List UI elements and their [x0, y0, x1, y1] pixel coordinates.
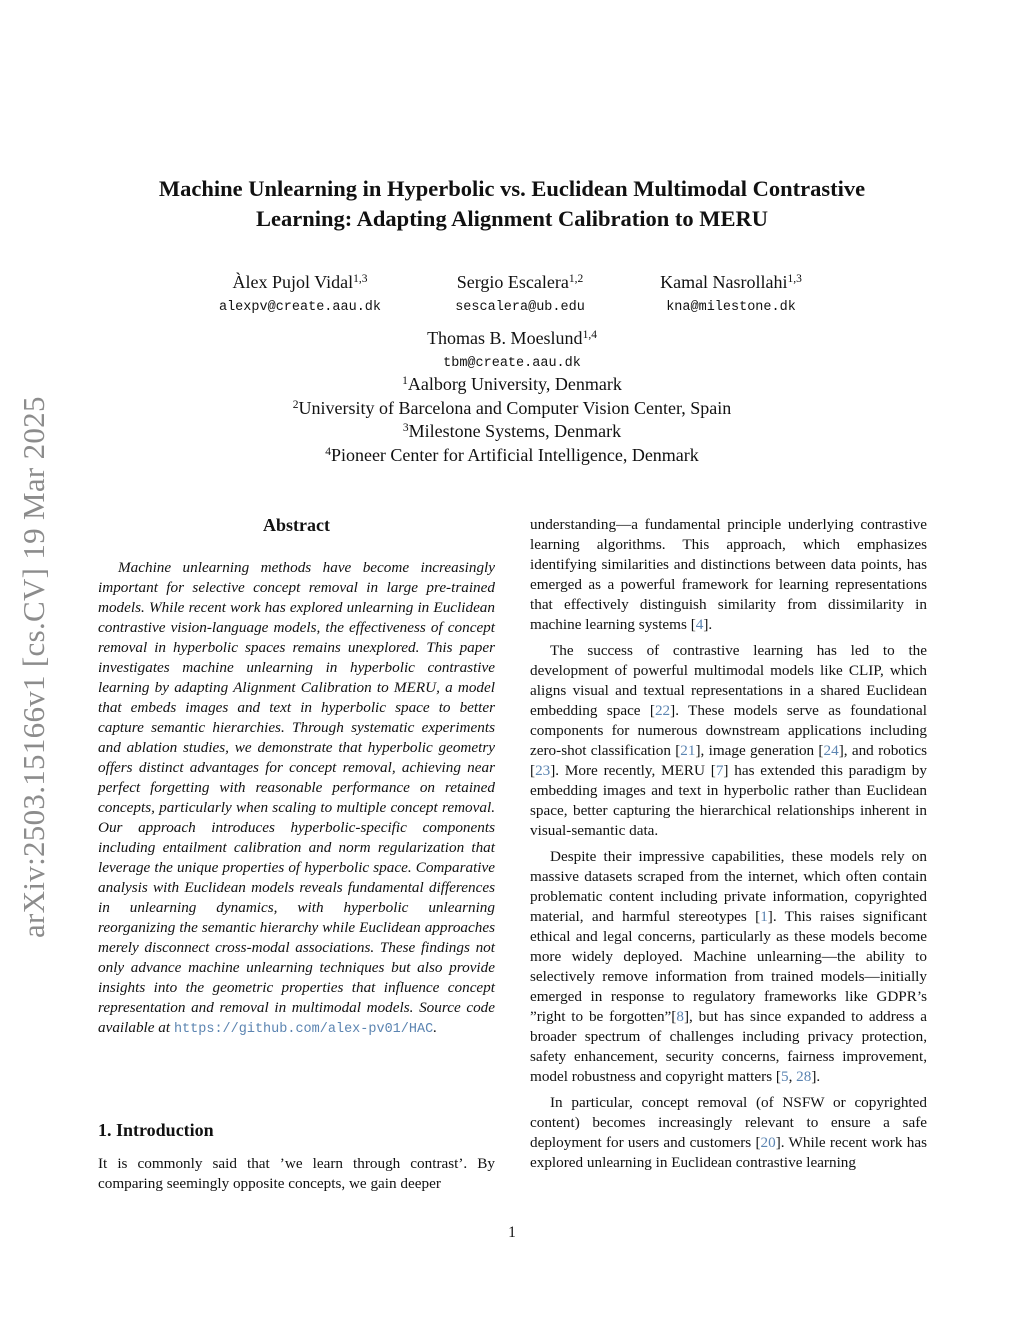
- intro-paragraph: understanding—a fundamental principle underlying contrastive learning algorithms. This approach, which emphasizes identifying similarities and distinctions between data points, has emerged as a powerful framework for learning representations that effectively distinguish similarity from dissimilarity in machine learning systems [4].: [530, 516, 927, 633]
- citation-link[interactable]: 21: [680, 742, 696, 759]
- citation-link[interactable]: 22: [654, 702, 671, 719]
- author-affil-sup: 1,4: [582, 329, 597, 341]
- citation-link[interactable]: 5: [780, 1068, 789, 1085]
- affiliations: [0, 373, 1024, 467]
- paper-title: [0, 174, 1024, 234]
- abstract-text: Machine unlearning methods have become increasingly important for selective concept removal in large pre-trained models. While recent work has explored unlearning in Euclidean contrastive vision-language models, the effectiveness of concept removal in hyperbolic spaces remains unexplored. This paper investigates machine unlearning in hyperbolic contrastive learning by adapting Alignment Calibration to MERU, a model that embeds images and text in hyperbolic space to better capture semantic hierarchies. Through systematic experiments and ablation studies, we demonstrate that hyperbolic geometry offers distinct advantages for concept removal, achieving near perfect forgetting with reasonable performance on retained concepts, particularly when scaling to multiple concept removal. Our approach introduces hyperbolic-specific components including entailment calibration and norm regularization that leverage the unique properties of hyperbolic space. Comparative analysis with Euclidean models reveals fundamental differences in unlearning dynamics, with hyperbolic unlearning reorganizing the semantic hierarchy while Euclidean approaches merely disconnect cross-modal associations. These findings not only advance machine unlearning techniques but also provide insights into the geometric properties that influence concept representation and removal in multimodal models. Source code available at: [98, 559, 495, 1036]
- citation-link[interactable]: 23: [535, 762, 551, 779]
- abstract-body: Machine unlearning methods have become increasingly important for selective concept removal in large pre-trained models. While recent work has explored unlearning in Euclidean contrastive vision-language models, the effectiveness of concept removal in hyperbolic spaces remains unexplored. This paper investigates machine unlearning in hyperbolic contrastive learning by adapting Alignment Calibration to MERU, a model that embeds images and text in hyperbolic space to better capture semantic hierarchies. Through systematic experiments and ablation studies, we demonstrate that hyperbolic geometry offers distinct advantages for concept removal, achieving near perfect forgetting with reasonable performance on retained concepts, particularly when scaling to multiple concept removal. Our approach introduces hyperbolic-specific components including entailment calibration and norm regularization that leverage the unique properties of hyperbolic space. Comparative analysis with Euclidean models reveals fundamental differences in unlearning dynamics, with hyperbolic unlearning reorganizing the semantic hierarchy while Euclidean approaches merely disconnect cross-modal associations. These findings not only advance machine unlearning techniques but also provide insights into the geometric properties that influence concept representation and removal in multimodal models. Source code available at https://github.com/alex-pv01/HAC.: [98, 559, 495, 1037]
- author-email[interactable]: kna@milestone.dk: [666, 300, 796, 315]
- author-email[interactable]: alexpv@create.aau.dk: [218, 300, 382, 315]
- author-email[interactable]: sescalera@ub.edu: [455, 300, 585, 315]
- affiliation: $^4$Pioneer Center for Artificial Intelligence, Denmark: [325, 444, 699, 465]
- citation-link[interactable]: 20: [760, 1134, 776, 1151]
- page-number: 1: [508, 1224, 516, 1241]
- author-4: [397, 327, 627, 373]
- author-affil-sup: 1,2: [568, 273, 584, 285]
- author-affil-sup: 1,3: [787, 273, 802, 285]
- intro-paragraph: In particular, concept removal (of NSFW or copyrighted content) becomes increasingly relevant to ensure a safe deployment for users and customers [20]. While recent work has explored unlearning in Euclidean contrastive learning: [530, 1094, 927, 1171]
- right-column: [530, 515, 927, 1179]
- citation-link[interactable]: 1: [760, 908, 768, 925]
- author-name: Thomas B. Moeslund: [427, 328, 583, 348]
- arxiv-sidebar-stamp: arXiv:2503.15166v1 [cs.CV] 19 Mar 2025: [16, 396, 51, 938]
- section-heading-introduction: 1. Introduction: [98, 1120, 214, 1140]
- author-1: [195, 271, 405, 317]
- author-name: Àlex Pujol Vidal: [232, 272, 354, 292]
- intro-paragraph-left: It is commonly said that ’we learn through contrast’. By comparing seemingly opposite concepts, we gain deeper: [98, 1155, 495, 1192]
- citation-link[interactable]: 8: [676, 1008, 684, 1025]
- title-line-2: Learning: Adapting Alignment Calibration to MERU: [256, 206, 768, 231]
- abstract-heading: Abstract: [263, 515, 330, 535]
- citation-link[interactable]: 4: [695, 616, 704, 633]
- source-code-link[interactable]: https://github.com/alex-pv01/HAC: [173, 1022, 434, 1037]
- author-email[interactable]: tbm@create.aau.dk: [443, 356, 581, 371]
- intro-paragraph: Despite their impressive capabilities, these models rely on massive datasets scraped from the internet, which often contain problematic content including private information, copyrighted material, and harmful stereotypes [1]. This raises significant ethical and legal concerns, particularly as these models become more widely deployed. Machine unlearning—the ability to selectively remove information from trained models—initially emerged in response to regulatory frameworks like GDPR’s ”right to be forgotten”[8], but has since expanded to address a broader spectrum of challenges including privacy protection, safety enhancement, security concerns, fairness improvement, model robustness and copyright matters [5, 28].: [530, 848, 927, 1085]
- author-2: [420, 271, 620, 317]
- intro-paragraph: The success of contrastive learning has led to the development of powerful multimodal models like CLIP, which aligns visual and textual representations in a shared Euclidean embedding space [22]. These models serve as foundational components for numerous downstream applications including zero-shot classification [21], image generation [24], and robotics [23]. More recently, MERU [7] has extended this paradigm by embedding images and text in hyperbolic rather than Euclidean space, better capturing the hierarchical relationships inherent in visual-semantic data.: [530, 642, 927, 839]
- affiliation: $^2$University of Barcelona and Computer Vision Center, Spain: [292, 397, 732, 418]
- affiliation: $^1$Aalborg University, Denmark: [402, 374, 622, 394]
- title-line-1: Machine Unlearning in Hyperbolic vs. Euclidean Multimodal Contrastive: [158, 176, 866, 201]
- affiliation: $^3$Milestone Systems, Denmark: [402, 421, 622, 441]
- author-name: Sergio Escalera: [456, 272, 569, 292]
- author-name: Kamal Nasrollahi: [660, 272, 788, 292]
- citation-link[interactable]: 24: [823, 742, 839, 759]
- citation-link[interactable]: 7: [715, 762, 724, 779]
- author-affil-sup: 1,3: [353, 273, 368, 285]
- author-3: [636, 271, 826, 317]
- citation-link[interactable]: 28: [796, 1068, 812, 1085]
